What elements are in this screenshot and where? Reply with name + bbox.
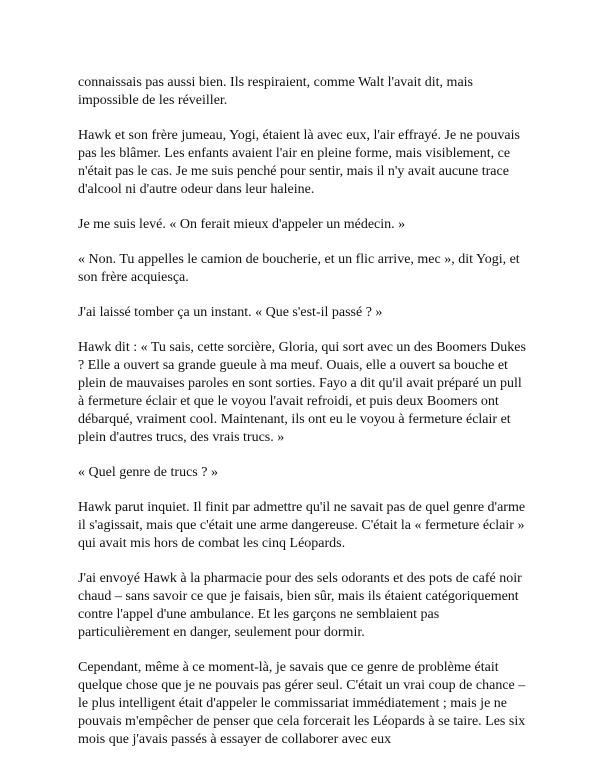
paragraph: « Quel genre de trucs ? » — [78, 465, 218, 480]
paragraph: Cependant, même à ce moment-là, je savais que ce genre de problème était quelque chose que je ne pouvais pas gérer seul. C'était un vrai coup de chance – le plus intelligent était d'appeler le commissariat immédiatement ; mais je ne pouvais m'empêcher de penser que cela forcerait les Léopards à se taire. Les six mois que j'avais passés à essayer de collaborer avec eux — [78, 660, 526, 747]
paragraph: Hawk dit : « Tu sais, cette sorcière, Gloria, qui sort avec un des Boomers Dukes ? Elle a ouvert sa grande gueule à ma meuf. Ouais, elle a ouvert sa bouche et plein de mauvaises paroles en sont sorties. Fayo a dit qu'il avait préparé un pull à fermeture éclair et que le voyou l'avait refroidi, et puis deux Boomers ont débarqué, vraiment cool. Maintenant, ils ont eu le voyou à fermeture éclair et plein d'autres trucs, des vrais trucs. » — [78, 340, 526, 445]
paragraph: Hawk et son frère jumeau, Yogi, étaient là avec eux, l'air effrayé. Je ne pouvais pas les blâmer. Les enfants avaient l'air en pleine forme, mais visiblement, ce n'était pas le cas. Je me suis penché pour sentir, mais il n'y avait aucune trace d'alcool ni d'autre odeur dans leur haleine. — [78, 128, 520, 197]
paragraph: connaissais pas aussi bien. Ils respiraient, comme Walt l'avait dit, mais impossible de les réveiller. — [78, 75, 473, 108]
paragraph: « Non. Tu appelles le camion de boucherie, et un flic arrive, mec », dit Yogi, et son frère acquiesça. — [78, 252, 520, 285]
paragraph: J'ai envoyé Hawk à la pharmacie pour des sels odorants et des pots de café noir chaud – sans savoir ce que je faisais, bien sûr, mais ils étaient catégoriquement contre l'appel d'une ambulance. Et les garçons ne semblaient pas particulièrement en danger, seulement pour dormir. — [78, 571, 522, 640]
paragraph: Je me suis levé. « On ferait mieux d'appeler un médecin. » — [78, 217, 406, 232]
paragraph: Hawk parut inquiet. Il finit par admettre qu'il ne savait pas de quel genre d'arme il s'agissait, mais que c'était une arme dangereuse. C'était la « fermeture éclair » qui avait mis hors de combat les cinq Léopards. — [78, 500, 526, 551]
paragraph: J'ai laissé tomber ça un instant. « Que s'est-il passé ? » — [78, 305, 383, 320]
body-text — [78, 74, 530, 766]
